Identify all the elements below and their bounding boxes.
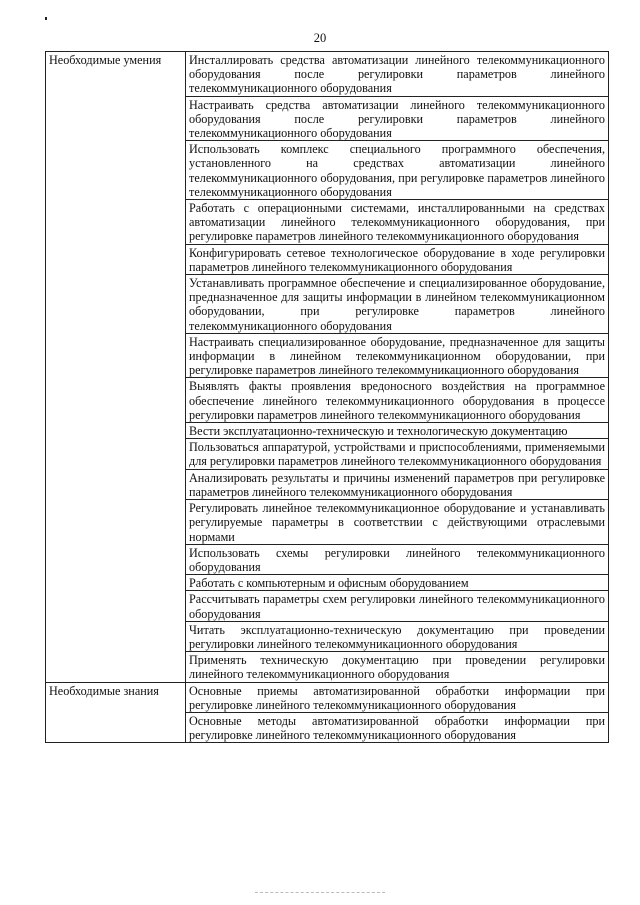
requirement-text: Настраивать специализированное оборудование, предназначенное для защиты информации в линейном телекоммуникационном оборудовании, при регулировке параметров линейного телекоммуникационного оборудования	[186, 333, 609, 378]
requirement-text: Выявлять факты проявления вредоносного воздействия на программное обеспечение линейного телекоммуникационного оборудования в процессе регулировки параметров линейного телекоммуникационного оборудования	[186, 378, 609, 423]
requirement-text: Основные методы автоматизированной обработки информации при регулировке линейного телекоммуникационного оборудования	[186, 712, 609, 742]
table-row	[46, 52, 609, 97]
requirement-text: Настраивать средства автоматизации линейного телекоммуникационного оборудования после регулировки параметров линейного телекоммуникационного оборудования	[186, 96, 609, 141]
requirements-table-body	[46, 52, 609, 743]
section-label: Необходимые знания	[46, 682, 186, 743]
requirement-text: Инсталлировать средства автоматизации линейного телекоммуникационного оборудования после регулировки параметров линейного телекоммуникационного оборудования	[186, 52, 609, 97]
requirement-text: Вести эксплуатационно-техническую и технологическую документацию	[186, 423, 609, 439]
scan-artifact-mark	[45, 17, 47, 20]
page-number: 20	[313, 31, 327, 45]
requirement-text: Работать с компьютерным и офисным оборудованием	[186, 575, 609, 591]
requirement-text: Анализировать результаты и причины изменений параметров при регулировке параметров линейного телекоммуникационного оборудования	[186, 469, 609, 499]
requirement-text: Основные приемы автоматизированной обработки информации при регулировке линейного телекоммуникационного оборудования	[186, 682, 609, 712]
table-row	[46, 682, 609, 712]
requirement-text: Рассчитывать параметры схем регулировки линейного телекоммуникационного оборудования	[186, 591, 609, 621]
footer-scan-line	[255, 892, 385, 894]
requirements-table	[45, 51, 609, 743]
requirement-text: Использовать схемы регулировки линейного телекоммуникационного оборудования	[186, 544, 609, 574]
requirement-text: Конфигурировать сетевое технологическое оборудование в ходе регулировки параметров линейного телекоммуникационного оборудования	[186, 244, 609, 274]
requirement-text: Пользоваться аппаратурой, устройствами и приспособлениями, применяемыми для регулировки параметров линейного телекоммуникационного оборудования	[186, 439, 609, 469]
section-label: Необходимые умения	[46, 52, 186, 683]
requirement-text: Читать эксплуатационно-техническую документацию при проведении регулировки линейного телекоммуникационного оборудования	[186, 621, 609, 651]
requirement-text: Работать с операционными системами, инсталлированными на средствах автоматизации линейного телекоммуникационного оборудования, при регулировке параметров линейного телекоммуникационного оборудования	[186, 200, 609, 245]
requirement-text: Регулировать линейное телекоммуникационное оборудование и устанавливать регулируемые параметры в соответствии с действующими отраслевыми нормами	[186, 500, 609, 545]
requirement-text: Применять техническую документацию при проведении регулировки линейного телекоммуникационного оборудования	[186, 652, 609, 682]
requirement-text: Устанавливать программное обеспечение и специализированное оборудование, предназначенное для защиты информации в линейном телекоммуникационном оборудовании, при регулировке параметров линейного телекоммуникационного оборудования	[186, 275, 609, 334]
requirement-text: Использовать комплекс специального программного обеспечения, установленного на средствах автоматизации линейного телекоммуникационного оборудования, при регулировке параметров линейного телекоммуникационного оборудования	[186, 141, 609, 200]
